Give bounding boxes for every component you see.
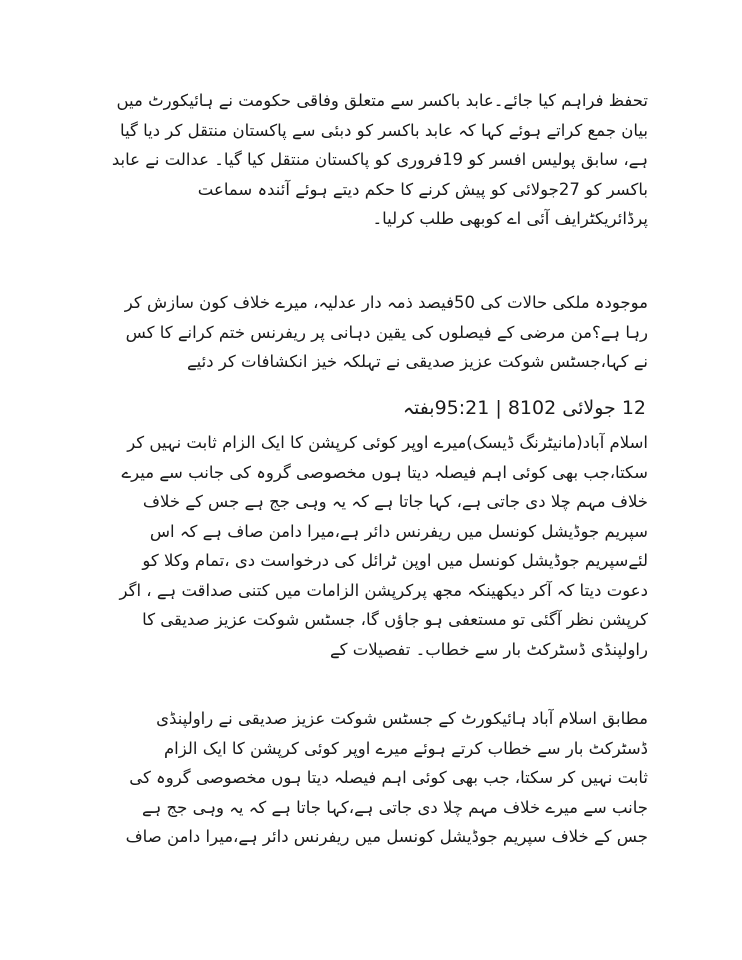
text-line: جانب سے میرے خلاف مہم چلا دی جاتی ہے،کہا جاتا ہے کہ یہ وہی جج ہے [141, 797, 648, 817]
text-line: سکتا،جب بھی کوئی اہم فیصلہ دیتا ہوں مخصوصی گروہ کی جانب سے میرے [121, 462, 648, 482]
text-line: اسلام آباد(مانیٹرنگ ڈیسک)میرے اوپر کوئی کرپشن کا ایک الزام ثابت نہیں کر [127, 433, 648, 452]
text-line: نے کہا،جسٹس شوکت عزیز صدیقی نے تہلکہ خیز انکشافات کر دئیے [186, 352, 648, 371]
text-line: رہا ہے؟من مرضی کے فیصلوں کی یقین دہانی پر ریفرنس ختم کرانے کا کس [125, 322, 648, 342]
paragraph-islamabad-report [88, 428, 648, 664]
text-line: دعوت دیتا کہ آکر دیکھینکہ مجھ پرکرپشن الزامات میں کتنی صداقت ہے ، اگر [119, 580, 648, 600]
text-line: پرڈائریکٹرایف آئی اے کوبھی طلب کرلیا۔ [372, 209, 648, 228]
text-line: ثابت نہیں کر سکتا، جب بھی کوئی اہم فیصلہ دیتا ہوں مخصوصی گروہ کی [129, 768, 648, 787]
text-line: خلاف مہم چلا دی جاتی ہے، کہا جاتا ہے کہ یہ وہی جج ہے جس کے خلاف [142, 492, 648, 511]
headline-paragraph [88, 288, 648, 377]
paragraph-abid-boxer [88, 86, 648, 234]
text-line: مطابق اسلام آباد ہائیکورٹ کے جسٹس شوکت عزیز صدیقی نے راولپنڈی [156, 709, 648, 728]
text-line: بیان جمع کراتے ہوئے کہا کہ عابد باکسر کو دبئی سے پاکستان منتقل کر دیا گیا [120, 120, 648, 140]
paragraph-details [88, 704, 648, 852]
text-line: ہے، سابق پولیس افسر کو 19فروری کو پاکستان منتقل کیا گیا۔ عدالت نے عابد [111, 150, 648, 169]
text-line: تحفظ فراہم کیا جائے۔عابد باکسر سے متعلق وفاقی حکومت نے ہائیکورٹ میں [116, 91, 648, 110]
text-line: ڈسٹرکٹ بار سے خطاب کرتے ہوئے میرے اوپر کوئی کرپشن کا ایک الزام [163, 738, 648, 758]
text-line: سپریم جوڈیشل کونسل میں ریفرنس دائر ہے،میرا دامن صاف ہے کہ اس [149, 521, 648, 541]
text-line: جس کے خلاف سپریم جوڈیشل کونسل میں ریفرنس دائر ہے،میرا دامن صاف [125, 827, 648, 846]
text-line: راولپنڈی ڈسٹرکٹ بار سے خطاب۔ تفصیلات کے [329, 639, 648, 659]
text-line: باکسر کو 27جولائی کو پیش کرنے کا حکم دیتے ہوئے آئندہ سماعت [197, 179, 648, 199]
text-line: موجودہ ملکی حالات کی 50فیصد ذمہ دار عدلیہ، میرے خلاف کون سازش کر [124, 293, 648, 312]
text-line: کرپشن نظر آگئی تو مستعفی ہو جاؤں گا، جسٹس شوکت عزیز صدیقی کا [142, 610, 648, 629]
text-line: لئےسپریم جوڈیشل کونسل میں اوپن ٹرائل کی درخواست دی ،تمام وکلا کو [142, 551, 648, 570]
dateline: 12 جولائی 8102 | 95:21بفتہ [402, 397, 646, 419]
